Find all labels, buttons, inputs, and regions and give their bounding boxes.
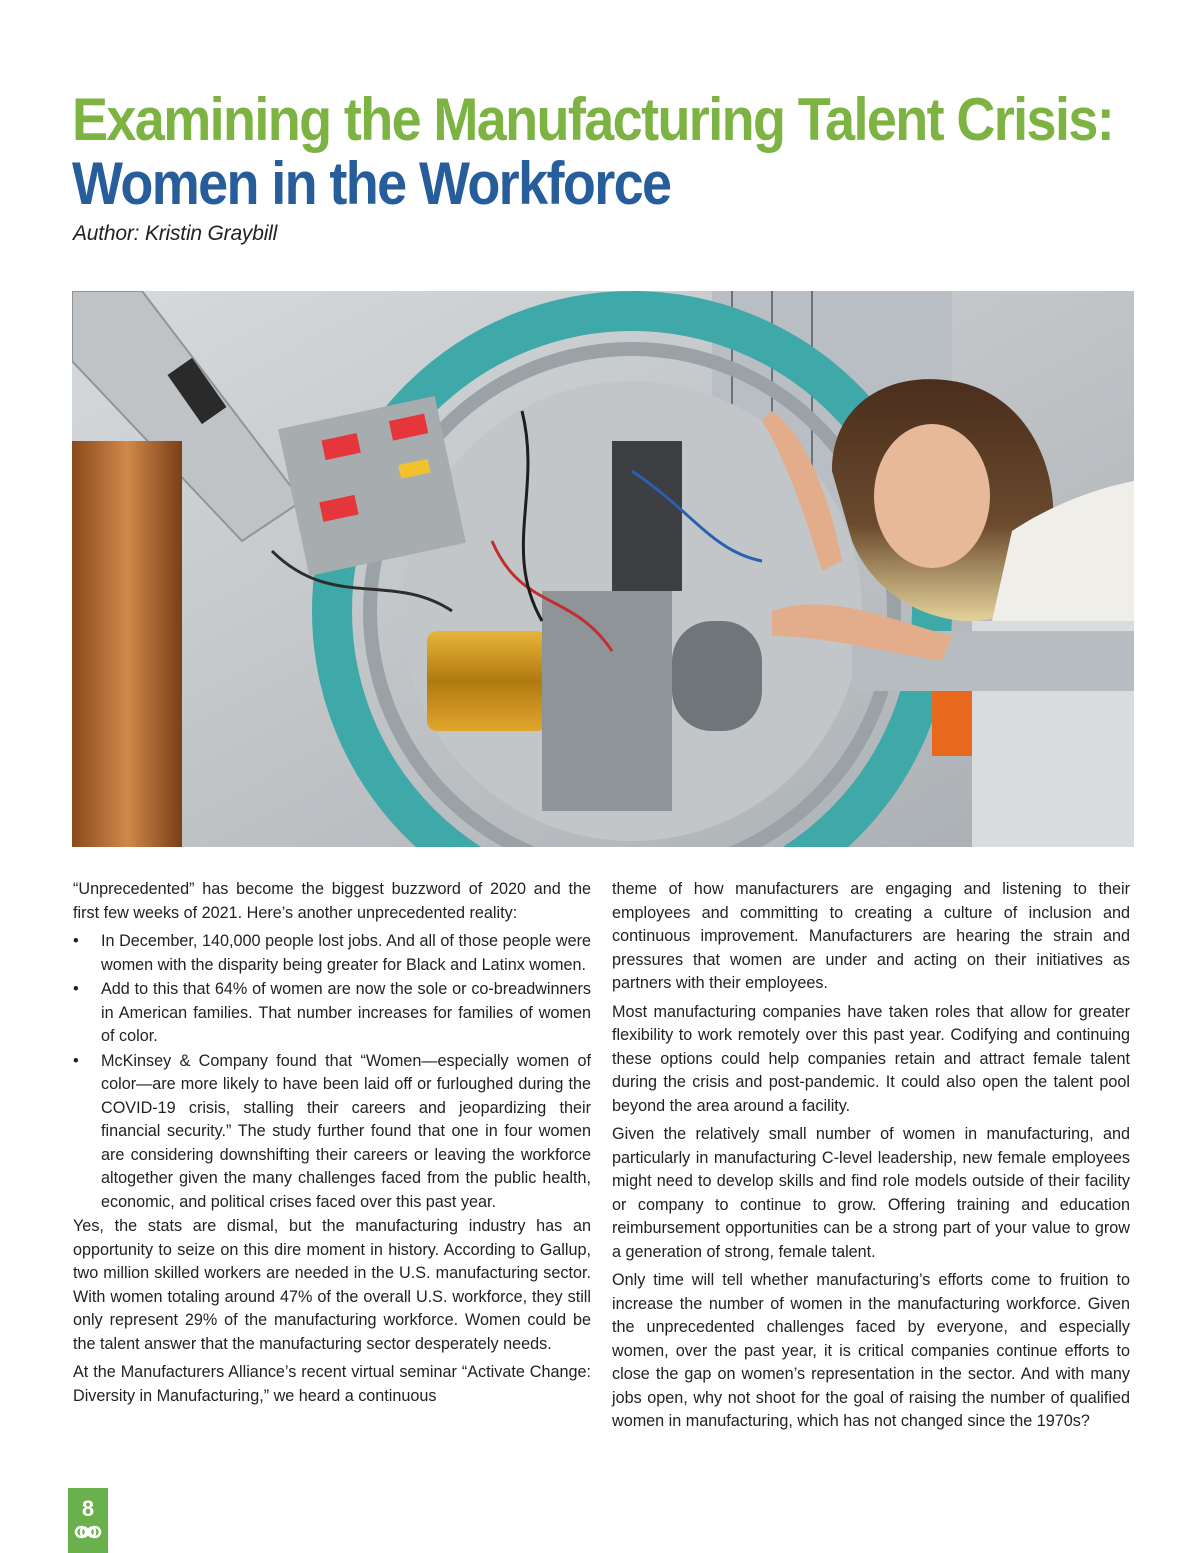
list-item: • In December, 140,000 people lost jobs. And all of those people were women with the disparity being greater for Black and Latinx women. <box>73 930 591 977</box>
body-paragraph: Given the relatively small number of women in manufacturing, and particularly in manufacturing C-level leadership, new female employees might need to develop skills and find role models outside of their facility or company to continue to grow. Offering training and education reimbursement opportunities can be a strong part of your value to grow a generation of strong, female talent. <box>612 1125 1130 1261</box>
page-number: 8 <box>81 1496 95 1521</box>
article-author: Author: Kristin Graybill <box>73 222 278 245</box>
intro-paragraph: “Unprecedented” has become the biggest buzzword of 2020 and the first few weeks of 2021. Here’s another unprecedented reality: <box>73 880 591 922</box>
list-item: • McKinsey & Company found that “Women—especially women of color—are more likely to have been laid off or furloughed during the COVID-19 crisis, stalling their careers and jeopardizing their financial security.” The study further found that one in four women are considering downshifting their careers or leaving the workforce altogether given the many challenges faced from the public health, economic, and political crises faced over this past year. <box>73 1050 591 1215</box>
list-item: • Add to this that 64% of women are now the sole or co-breadwinners in American families. That number increases for families of women of color. <box>73 978 591 1049</box>
hero-photo-illustration <box>72 291 1134 847</box>
right-column <box>612 878 1130 1439</box>
article-title <box>72 88 1113 216</box>
body-paragraph: At the Manufacturers Alliance’s recent virtual seminar “Activate Change: Diversity in Manufacturing,” we heard a continuous <box>73 1363 591 1405</box>
statistics-list <box>73 930 591 1214</box>
hero-photo <box>72 291 1134 847</box>
article-title-line1: Examining the Manufacturing Talent Crisis: <box>72 86 1114 153</box>
body-paragraph: theme of how manufacturers are engaging and listening to their employees and committing to creating a culture of inclusion and continuous improvement. Manufacturers are hearing the strain and pressures that women are under and acting on their initiatives as partners with their employees. <box>612 880 1130 992</box>
body-paragraph: Most manufacturing companies have taken roles that allow for greater flexibility to work remotely over this past year. Codifying and continuing these options could help companies retain and attract female talent during the crisis and post-pandemic. It could also open the talent pool beyond the area around a facility. <box>612 1002 1130 1115</box>
left-column <box>73 878 591 1413</box>
page-number-badge <box>68 1488 108 1553</box>
infinity-icon <box>73 1524 103 1540</box>
body-paragraph: Only time will tell whether manufacturing’s efforts come to fruition to increase the number of women in the manufacturing workforce. Given the unprecedented challenges faced by everyone, and especially women, over the past year, it is critical companies continue efforts to close the gap on women’s representation in the sector. And with many jobs open, why not shoot for the goal of raising the number of qualified women in manufacturing, which has not changed since the 1970s? <box>612 1271 1130 1430</box>
body-paragraph: Yes, the stats are dismal, but the manufacturing industry has an opportunity to seize on this dire moment in history. According to Gallup, two million skilled workers are needed in the U.S. manufacturing sector. With women totaling around 47% of the overall U.S. workforce, they still only represent 29% of the manufacturing workforce. Women could be the talent answer that the manufacturing sector desperately needs. <box>73 1217 591 1353</box>
article-title-line2: Women in the Workforce <box>72 150 671 217</box>
